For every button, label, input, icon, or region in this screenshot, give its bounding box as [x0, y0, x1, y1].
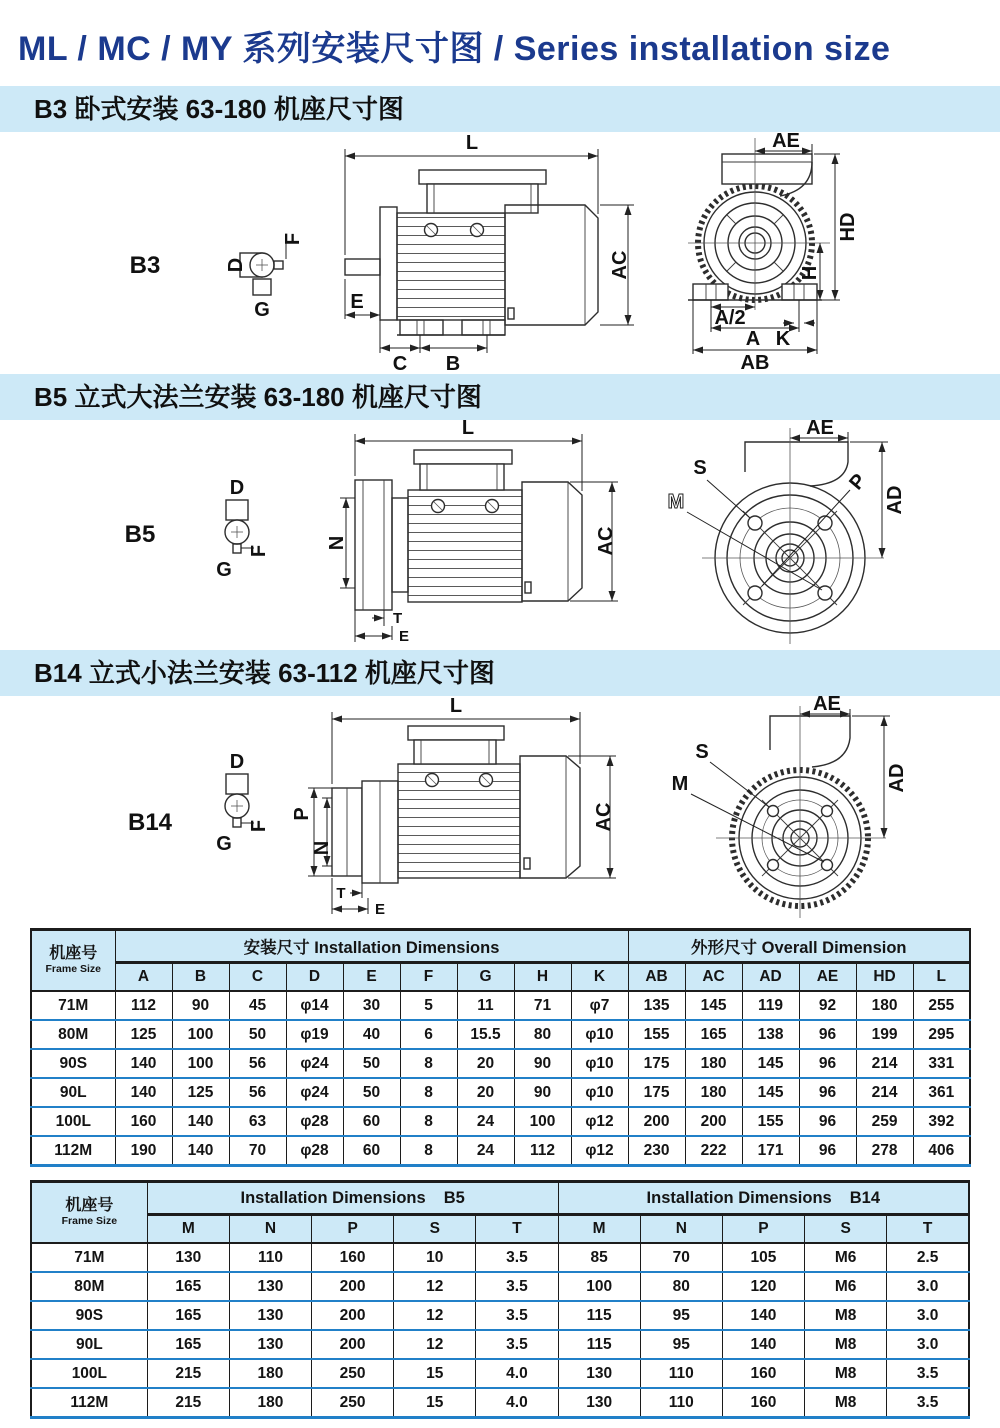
- dim-cell: 12: [394, 1301, 476, 1330]
- b5-label-T: T: [393, 610, 403, 627]
- group-installation-b14: [558, 1182, 969, 1215]
- dim-cell: 180: [229, 1359, 311, 1388]
- dim-cell: 4.0: [476, 1388, 558, 1418]
- dim-cell: 2.5: [887, 1243, 969, 1272]
- dim-cell: 171: [742, 1136, 799, 1166]
- b3-drawing: [0, 132, 1000, 372]
- dim-cell: 165: [685, 1020, 742, 1049]
- col-header: S: [394, 1215, 476, 1244]
- dim-cell: 50: [343, 1049, 400, 1078]
- dim-cell: 70: [640, 1243, 722, 1272]
- group-b5-tag: B5: [443, 1188, 465, 1207]
- section-heading-b5: [0, 374, 1000, 420]
- dim-cell: φ10: [571, 1020, 628, 1049]
- group-installation-dimensions: 安装尺寸 Installation Dimensions: [115, 930, 628, 963]
- dim-cell: 11: [457, 991, 514, 1020]
- dim-cell: 130: [229, 1330, 311, 1359]
- col-header: AC: [685, 963, 742, 992]
- dim-cell: 125: [115, 1020, 172, 1049]
- dim-cell: 165: [147, 1330, 229, 1359]
- dim-cell: 120: [722, 1272, 804, 1301]
- col-header: AD: [742, 963, 799, 992]
- col-header: F: [400, 963, 457, 992]
- dim-cell: M8: [805, 1388, 887, 1418]
- col-header: P: [722, 1215, 804, 1244]
- section-heading-b5-text: B5 立式大法兰安装 63-180 机座尺寸图: [34, 382, 482, 412]
- b3-label-AC: AC: [609, 250, 631, 280]
- dim-cell: 96: [799, 1049, 856, 1078]
- dim-cell: 259: [856, 1107, 913, 1136]
- col-header: A: [115, 963, 172, 992]
- b3-label-G: G: [254, 299, 270, 321]
- b3-label-B: B: [445, 353, 461, 372]
- b14-label-G: G: [216, 833, 232, 855]
- dim-cell: 200: [628, 1107, 685, 1136]
- dim-cell: 71: [514, 991, 571, 1020]
- dim-cell: 130: [558, 1388, 640, 1418]
- b14-label-AD: AD: [886, 763, 908, 793]
- frame-size-cell: 100L: [31, 1359, 147, 1388]
- dim-cell: 95: [640, 1330, 722, 1359]
- col-header: L: [913, 963, 970, 992]
- dim-cell: 130: [558, 1359, 640, 1388]
- col-header: P: [312, 1215, 394, 1244]
- col-header: C: [229, 963, 286, 992]
- dim-cell: 60: [343, 1107, 400, 1136]
- dim-cell: 3.0: [887, 1330, 969, 1359]
- dim-cell: 8: [400, 1049, 457, 1078]
- dim-cell: 200: [685, 1107, 742, 1136]
- dim-cell: 110: [640, 1388, 722, 1418]
- dim-cell: 3.5: [887, 1359, 969, 1388]
- section-heading-b14: [0, 650, 1000, 696]
- dim-cell: 130: [229, 1272, 311, 1301]
- b14-view-label: B14: [127, 809, 173, 836]
- dim-cell: 140: [115, 1049, 172, 1078]
- dim-cell: 8: [400, 1136, 457, 1166]
- dim-cell: 3.0: [887, 1272, 969, 1301]
- col-header: T: [476, 1215, 558, 1244]
- b3-label-HD: HD: [837, 212, 859, 242]
- b5-label-N: N: [326, 535, 348, 551]
- dim-cell: M8: [805, 1301, 887, 1330]
- dim-cell: φ28: [286, 1107, 343, 1136]
- table-column-header-row: [31, 1215, 969, 1244]
- b14-label-L: L: [449, 696, 463, 717]
- dim-cell: 215: [147, 1359, 229, 1388]
- table-group-header-row: [31, 1182, 969, 1215]
- col-header: D: [286, 963, 343, 992]
- dim-cell: φ12: [571, 1136, 628, 1166]
- table-row: [31, 1388, 969, 1418]
- dim-cell: 115: [558, 1301, 640, 1330]
- b3-label-D: D: [225, 257, 247, 273]
- dim-cell: φ10: [571, 1049, 628, 1078]
- dim-cell: 12: [394, 1272, 476, 1301]
- b14-label-S: S: [695, 741, 709, 763]
- table-row: [31, 1272, 969, 1301]
- b5-b14-installation-table: [30, 1180, 970, 1419]
- dim-cell: φ24: [286, 1049, 343, 1078]
- section-heading-b3-text: B3 卧式安装 63-180 机座尺寸图: [34, 94, 404, 124]
- dim-cell: 30: [343, 991, 400, 1020]
- b3-label-F: F: [282, 232, 304, 246]
- b14-label-N: N: [311, 840, 333, 856]
- dim-cell: 175: [628, 1078, 685, 1107]
- dim-cell: 130: [229, 1301, 311, 1330]
- dim-cell: φ14: [286, 991, 343, 1020]
- b5-label-D: D: [229, 477, 245, 499]
- dim-cell: 165: [147, 1272, 229, 1301]
- b14-label-AE: AE: [813, 696, 841, 715]
- b5-b14-installation-table-wrap: [30, 1180, 970, 1419]
- dim-cell: 200: [312, 1301, 394, 1330]
- dim-cell: 125: [172, 1078, 229, 1107]
- dim-cell: 255: [913, 991, 970, 1020]
- dim-cell: 96: [799, 1136, 856, 1166]
- dim-cell: 140: [172, 1107, 229, 1136]
- b5-side-view: [326, 420, 618, 645]
- dim-cell: 5: [400, 991, 457, 1020]
- table-column-header-row: [31, 963, 970, 992]
- table-row: [31, 1078, 970, 1107]
- dim-cell: 222: [685, 1136, 742, 1166]
- dim-cell: 180: [856, 991, 913, 1020]
- dim-cell: 160: [115, 1107, 172, 1136]
- dim-cell: 180: [229, 1388, 311, 1418]
- col-header: AB: [628, 963, 685, 992]
- b5-label-S: S: [693, 457, 707, 479]
- dim-cell: 105: [722, 1243, 804, 1272]
- dim-cell: 140: [172, 1136, 229, 1166]
- dim-cell: 3.5: [476, 1330, 558, 1359]
- frame-size-cell: 90S: [31, 1301, 147, 1330]
- frame-size-cell: 90L: [31, 1330, 147, 1359]
- dim-cell: 100: [172, 1049, 229, 1078]
- dim-cell: 295: [913, 1020, 970, 1049]
- dim-cell: φ10: [571, 1078, 628, 1107]
- dim-cell: 214: [856, 1078, 913, 1107]
- dim-cell: 90: [514, 1049, 571, 1078]
- b3-label-C: C: [392, 353, 408, 372]
- dim-cell: 214: [856, 1049, 913, 1078]
- b5-drawing: [0, 420, 1000, 650]
- dim-cell: 96: [799, 1107, 856, 1136]
- dim-cell: M8: [805, 1330, 887, 1359]
- b5-label-E: E: [399, 628, 410, 645]
- dim-cell: 3.0: [887, 1301, 969, 1330]
- b3-front-view: [688, 132, 859, 372]
- frame-size-header: [31, 1182, 147, 1244]
- group-b14-label: Installation Dimensions: [646, 1188, 832, 1207]
- col-header: M: [147, 1215, 229, 1244]
- dim-cell: φ28: [286, 1136, 343, 1166]
- col-header: T: [887, 1215, 969, 1244]
- frame-size-cell: 71M: [31, 991, 115, 1020]
- b14-front-view: [672, 696, 908, 918]
- dim-cell: 112: [115, 991, 172, 1020]
- b14-drawing: [0, 696, 1000, 922]
- dim-cell: 406: [913, 1136, 970, 1166]
- dim-cell: 140: [722, 1330, 804, 1359]
- dim-cell: 138: [742, 1020, 799, 1049]
- dim-cell: 15.5: [457, 1020, 514, 1049]
- dim-cell: 12: [394, 1330, 476, 1359]
- b5-shaft-detail: [216, 477, 270, 581]
- dim-cell: 175: [628, 1049, 685, 1078]
- dim-cell: 230: [628, 1136, 685, 1166]
- dim-cell: 119: [742, 991, 799, 1020]
- b3-side-view: [345, 132, 634, 372]
- dim-cell: φ19: [286, 1020, 343, 1049]
- b3-shaft-detail: [225, 233, 304, 321]
- dim-cell: 115: [558, 1330, 640, 1359]
- dim-cell: M6: [805, 1243, 887, 1272]
- dim-cell: 130: [147, 1243, 229, 1272]
- frame-size-cell: 80M: [31, 1272, 147, 1301]
- b3-label-L: L: [465, 132, 479, 154]
- dim-cell: 70: [229, 1136, 286, 1166]
- col-header: E: [343, 963, 400, 992]
- b5-label-M: M: [667, 491, 685, 513]
- dim-cell: φ7: [571, 991, 628, 1020]
- b14-label-E: E: [375, 901, 386, 918]
- b5-front-view: [668, 420, 906, 644]
- installation-overall-table-wrap: [30, 928, 971, 1167]
- dim-cell: 96: [799, 1020, 856, 1049]
- col-header: B: [172, 963, 229, 992]
- b5-label-AC: AC: [595, 526, 617, 556]
- dim-cell: 145: [742, 1049, 799, 1078]
- group-b5-label: Installation Dimensions: [240, 1188, 426, 1207]
- dim-cell: 80: [640, 1272, 722, 1301]
- frame-size-cell: 90S: [31, 1049, 115, 1078]
- dim-cell: 92: [799, 991, 856, 1020]
- b3-label-AE: AE: [772, 132, 800, 152]
- b5-label-F: F: [248, 544, 270, 558]
- dim-cell: 90: [514, 1078, 571, 1107]
- dim-cell: 250: [312, 1388, 394, 1418]
- b3-label-AB: AB: [740, 352, 770, 372]
- dim-cell: 20: [457, 1049, 514, 1078]
- dim-cell: 160: [722, 1388, 804, 1418]
- dim-cell: 3.5: [476, 1243, 558, 1272]
- dim-cell: φ12: [571, 1107, 628, 1136]
- table-row: [31, 1020, 970, 1049]
- b14-label-F: F: [248, 819, 270, 833]
- dim-cell: 56: [229, 1049, 286, 1078]
- dim-cell: 331: [913, 1049, 970, 1078]
- table-row: [31, 1107, 970, 1136]
- b14-label-P: P: [291, 807, 313, 821]
- dim-cell: 15: [394, 1359, 476, 1388]
- col-header: HD: [856, 963, 913, 992]
- dim-cell: 10: [394, 1243, 476, 1272]
- b5-view-label: B5: [124, 521, 156, 548]
- dim-cell: 180: [685, 1049, 742, 1078]
- dim-cell: 160: [722, 1359, 804, 1388]
- table-row: [31, 1330, 969, 1359]
- group-overall-dimension: 外形尺寸 Overall Dimension: [628, 930, 970, 963]
- b3-label-H: H: [799, 265, 821, 281]
- table-row: [31, 1136, 970, 1166]
- frame-size-en: Frame Size: [45, 963, 101, 976]
- table-group-header-row: [31, 930, 970, 963]
- dim-cell: 100: [558, 1272, 640, 1301]
- frame-size-cell: 90L: [31, 1078, 115, 1107]
- dim-cell: 140: [722, 1301, 804, 1330]
- col-header: N: [640, 1215, 722, 1244]
- dim-cell: 96: [799, 1078, 856, 1107]
- dim-cell: 250: [312, 1359, 394, 1388]
- frame-size-cell: 112M: [31, 1136, 115, 1166]
- b5-label-P: P: [845, 469, 871, 495]
- table-row: [31, 1301, 969, 1330]
- frame-size-zh: 机座号: [65, 1196, 114, 1214]
- dim-cell: 6: [400, 1020, 457, 1049]
- dim-cell: 8: [400, 1078, 457, 1107]
- dim-cell: 110: [640, 1359, 722, 1388]
- dim-cell: 20: [457, 1078, 514, 1107]
- b3-view-label: B3: [129, 252, 161, 279]
- dim-cell: M8: [805, 1359, 887, 1388]
- col-header: S: [805, 1215, 887, 1244]
- b14-label-M: M: [671, 773, 689, 795]
- dim-cell: 3.5: [476, 1301, 558, 1330]
- dim-cell: 199: [856, 1020, 913, 1049]
- dim-cell: 145: [742, 1078, 799, 1107]
- dim-cell: 135: [628, 991, 685, 1020]
- col-header: K: [571, 963, 628, 992]
- dim-cell: 8: [400, 1107, 457, 1136]
- col-header: M: [558, 1215, 640, 1244]
- page-title: ML / MC / MY 系列安装尺寸图 / Series installation size: [18, 30, 891, 68]
- b5-label-L: L: [461, 420, 475, 439]
- dim-cell: 190: [115, 1136, 172, 1166]
- dim-cell: 3.5: [476, 1272, 558, 1301]
- dim-cell: 4.0: [476, 1359, 558, 1388]
- col-header: N: [229, 1215, 311, 1244]
- dim-cell: 3.5: [887, 1388, 969, 1418]
- dim-cell: 155: [628, 1020, 685, 1049]
- dim-cell: 200: [312, 1330, 394, 1359]
- frame-size-zh: 机座号: [49, 944, 98, 962]
- col-header: AE: [799, 963, 856, 992]
- dim-cell: 85: [558, 1243, 640, 1272]
- table-row: [31, 1049, 970, 1078]
- table-row: [31, 1359, 969, 1388]
- group-installation-b5: [147, 1182, 558, 1215]
- b5-label-G: G: [216, 559, 232, 581]
- frame-size-cell: 80M: [31, 1020, 115, 1049]
- dim-cell: 95: [640, 1301, 722, 1330]
- b14-label-D: D: [229, 751, 245, 773]
- frame-size-cell: 112M: [31, 1388, 147, 1418]
- dim-cell: φ24: [286, 1078, 343, 1107]
- dim-cell: 100: [172, 1020, 229, 1049]
- section-heading-b3: [0, 86, 1000, 132]
- dim-cell: 24: [457, 1136, 514, 1166]
- b3-label-A2: A/2: [714, 307, 746, 329]
- dim-cell: 40: [343, 1020, 400, 1049]
- frame-size-cell: 100L: [31, 1107, 115, 1136]
- group-b14-tag: B14: [849, 1188, 881, 1207]
- dim-cell: 160: [312, 1243, 394, 1272]
- table-row: [31, 991, 970, 1020]
- dim-cell: 155: [742, 1107, 799, 1136]
- b5-label-AE: AE: [806, 420, 834, 439]
- dim-cell: 180: [685, 1078, 742, 1107]
- frame-size-cell: 71M: [31, 1243, 147, 1272]
- dim-cell: 50: [229, 1020, 286, 1049]
- dim-cell: 24: [457, 1107, 514, 1136]
- dim-cell: 392: [913, 1107, 970, 1136]
- dim-cell: 215: [147, 1388, 229, 1418]
- dim-cell: 15: [394, 1388, 476, 1418]
- b3-label-E: E: [350, 291, 364, 313]
- b5-label-AD: AD: [884, 485, 906, 515]
- dim-cell: 45: [229, 991, 286, 1020]
- b14-shaft-detail: [216, 751, 270, 855]
- b14-label-T: T: [336, 885, 346, 902]
- dim-cell: 56: [229, 1078, 286, 1107]
- dim-cell: 140: [115, 1078, 172, 1107]
- dim-cell: 100: [514, 1107, 571, 1136]
- dim-cell: 50: [343, 1078, 400, 1107]
- dim-cell: 200: [312, 1272, 394, 1301]
- frame-size-header: [31, 930, 115, 992]
- frame-size-en: Frame Size: [61, 1215, 118, 1228]
- b14-label-AC: AC: [593, 802, 615, 832]
- b14-side-view: [291, 696, 616, 918]
- section-heading-b14-text: B14 立式小法兰安装 63-112 机座尺寸图: [34, 658, 495, 688]
- dim-cell: 63: [229, 1107, 286, 1136]
- dim-cell: 90: [172, 991, 229, 1020]
- installation-overall-table: [30, 928, 971, 1167]
- b3-label-A: A: [745, 328, 761, 350]
- dim-cell: 165: [147, 1301, 229, 1330]
- col-header: H: [514, 963, 571, 992]
- dim-cell: 112: [514, 1136, 571, 1166]
- dim-cell: 60: [343, 1136, 400, 1166]
- dim-cell: 80: [514, 1020, 571, 1049]
- b3-label-K: K: [775, 328, 791, 350]
- col-header: G: [457, 963, 514, 992]
- dim-cell: 361: [913, 1078, 970, 1107]
- dim-cell: 278: [856, 1136, 913, 1166]
- dim-cell: 110: [229, 1243, 311, 1272]
- dim-cell: M6: [805, 1272, 887, 1301]
- table-row: [31, 1243, 969, 1272]
- dim-cell: 145: [685, 991, 742, 1020]
